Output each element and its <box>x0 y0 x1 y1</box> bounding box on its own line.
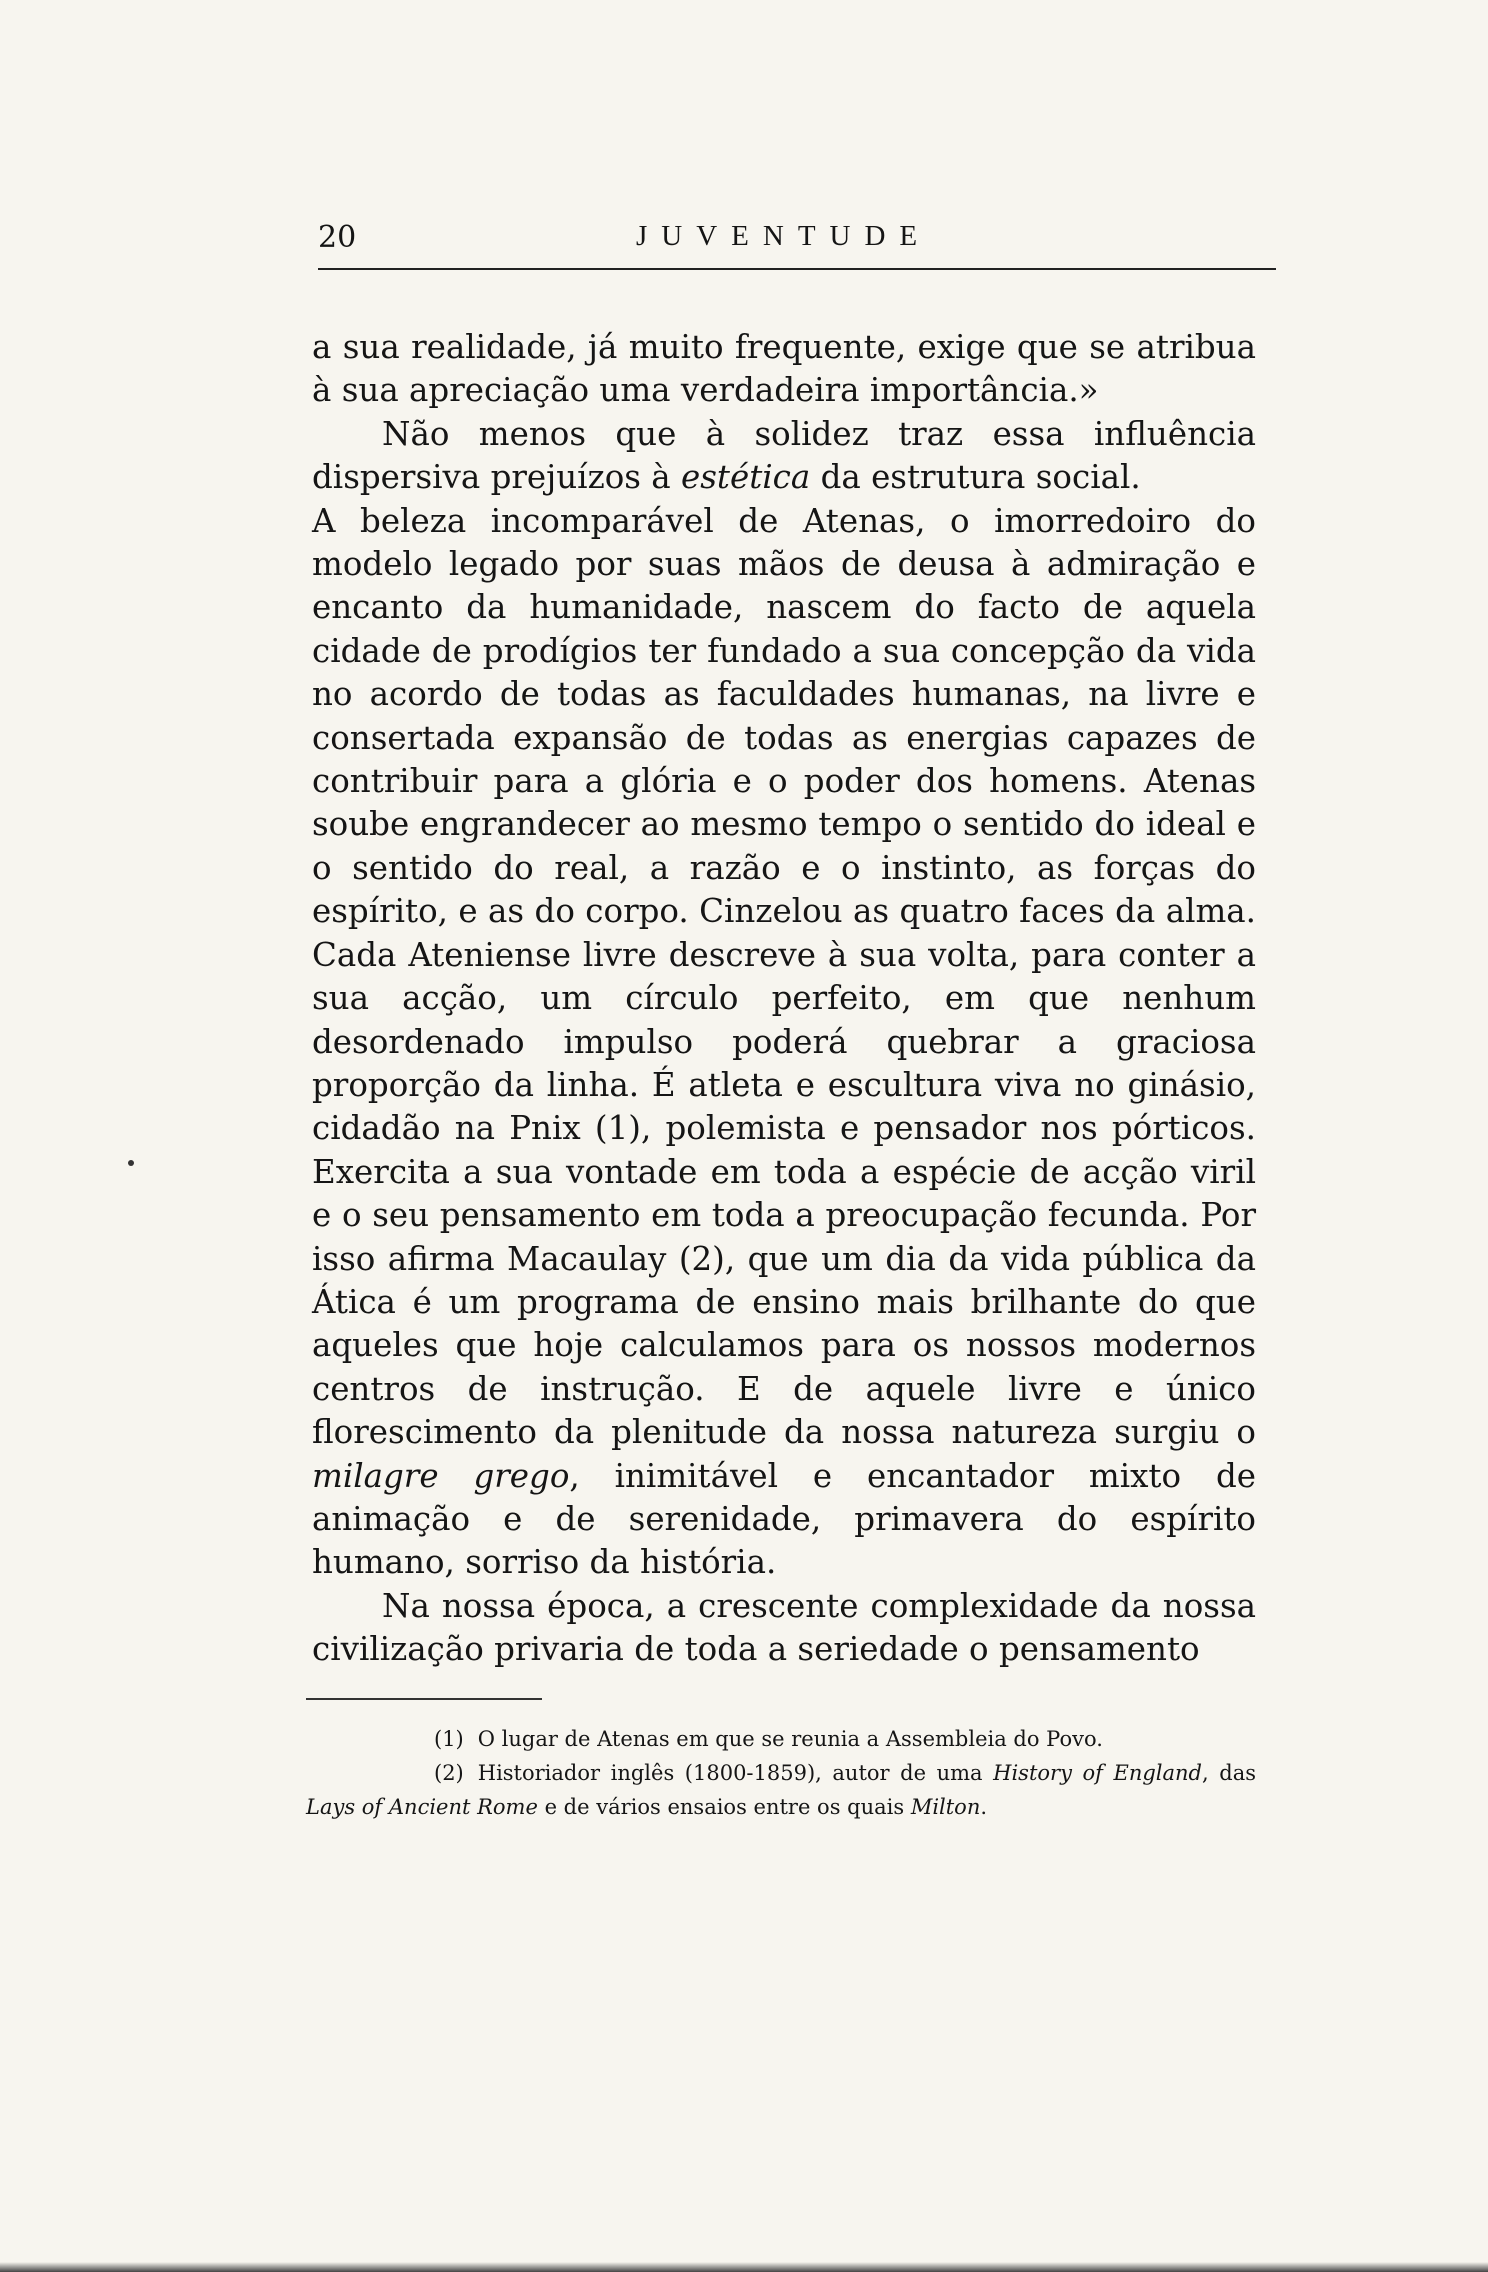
paragraph-2 <box>312 413 1256 500</box>
paragraph-3 <box>312 500 1256 1585</box>
footnote-2 <box>306 1756 1256 1824</box>
footnote-2-title-lays: Lays of Ancient Rome <box>306 1795 538 1819</box>
page-number: 20 <box>318 220 357 255</box>
footnote-2-text-c: e de vários ensaios entre os quais <box>537 1795 911 1819</box>
emphasis-milagre-grego: milagre grego <box>312 1456 570 1495</box>
footnote-rule <box>306 1698 542 1700</box>
running-title: JUVENTUDE <box>636 220 932 252</box>
paragraph-3-text-b: , polemista e pensador nos pórticos. Exercita a sua vontade em toda a espécie de acção viril e o seu pensamento em toda a preocupação fecunda. Por isso afirma Macaulay <box>312 1109 1256 1278</box>
page-header <box>318 220 1276 268</box>
paragraph-2-text-a: Não menos que à solidez traz essa influência dispersiva prejuízos à <box>312 414 1256 497</box>
footnote-2-title-history: History of England <box>993 1761 1203 1785</box>
paragraph-1-text: a sua realidade, já muito frequente, exige que se atribua à sua apreciação uma verdadeira importância.» <box>312 328 1256 410</box>
footnote-1-mark: (1) <box>434 1727 464 1751</box>
paragraph-4-text: Na nossa época, a crescente complexidade da nossa civilização privaria de toda a seriedade o pensamento <box>312 1586 1256 1669</box>
footnote-ref-1[interactable]: (1) <box>594 1109 641 1148</box>
body-text <box>312 326 1256 1672</box>
footnote-2-text-b: , das <box>1202 1761 1257 1785</box>
footnote-1-text: O lugar de Atenas em que se reunia a Assembleia do Povo. <box>477 1727 1103 1751</box>
footnote-ref-2[interactable]: (2) <box>678 1239 725 1278</box>
paragraph-3-text-c: , que um dia da vida pública da Ática é um programa de ensino mais brilhante do que aqueles que hoje calculamos para os nossos modernos centros de instrução. E de aquele livre e único florescimento da plenitude da nossa natureza surgiu o <box>312 1239 1256 1452</box>
footnotes <box>306 1722 1256 1824</box>
header-rule <box>318 268 1276 270</box>
footnote-2-text-d: . <box>980 1795 988 1819</box>
footnote-1 <box>306 1722 1256 1756</box>
print-speck <box>128 1160 134 1166</box>
paragraph-3-text-a: A beleza incomparável de Atenas, o imorredoiro do modelo legado por suas mãos de deusa à admiração e encanto da humanidade, nascem do facto de aquela cidade de prodígios ter fundado a sua concepção da vida no acordo de todas as faculdades humanas, na livre e consertada expansão de todas as energias capazes de contribuir para a glória e o poder dos homens. Atenas soube engrandecer ao mesmo tempo o sentido do ideal e o sentido do real, a razão e o instinto, as forças do espírito, e as do corpo. Cinzelou as quatro faces da alma. Cada Ateniense livre descreve à sua volta, para conter a sua acção, um círculo perfeito, em que nenhum desordenado impulso poderá quebrar a graciosa proporção da linha. É atleta e escultura viva no ginásio, cidadão na Pnix <box>312 501 1256 1148</box>
paragraph-4 <box>312 1585 1256 1672</box>
paragraph-3-text-d: , inimitável e encantador mixto de animação e de serenidade, primavera do espírito humano, sorriso da história. <box>312 1456 1256 1582</box>
paragraph-2-text-b: da estrutura social. <box>810 458 1141 497</box>
paragraph-1 <box>312 326 1256 413</box>
emphasis-estetica: estética <box>680 458 811 497</box>
page-bottom-edge <box>0 2262 1488 2272</box>
footnote-2-mark: (2) <box>434 1761 464 1785</box>
footnote-2-title-milton: Milton <box>910 1795 981 1819</box>
footnote-2-text-a: Historiador inglês (1800-1859), autor de uma <box>477 1761 994 1785</box>
